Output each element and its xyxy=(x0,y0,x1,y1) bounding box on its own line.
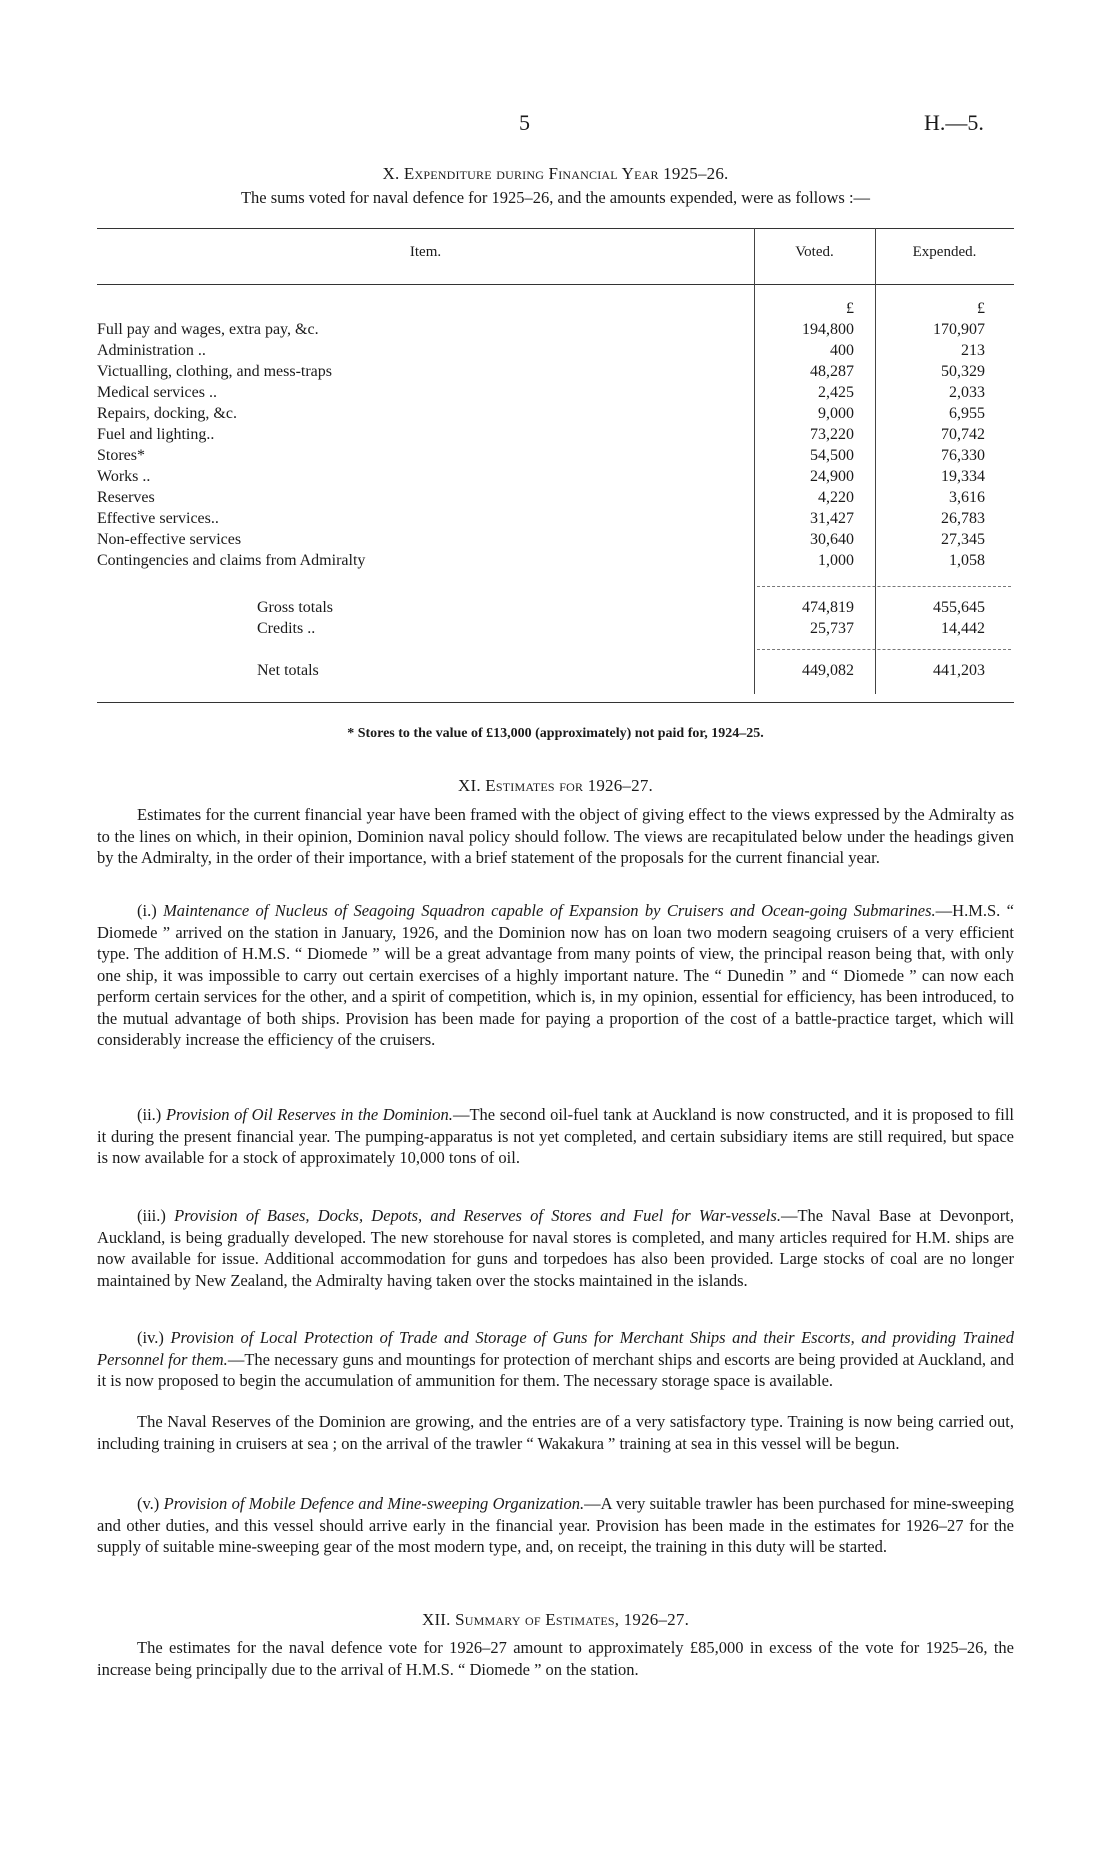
table-top-rule xyxy=(97,228,1014,229)
table-row: Repairs, docking, &c. 9,000 6,955 xyxy=(97,405,985,422)
page-number: 5 xyxy=(519,110,530,135)
table-row: Administration .. 400 213 xyxy=(97,342,985,359)
section-xii-body: The estimates for the naval defence vote for 1926–27 amount to approximately £85,000 in excess of the vote for 1925–26, the increase being principally due to the arrival of H.M.S. “ Diomede ” on the station. xyxy=(97,1638,1014,1679)
table-header-rule xyxy=(97,284,1014,285)
table-footnote: * Stores to the value of £13,000 (approximately) not paid for, 1924–25. xyxy=(347,726,764,741)
table-row: Works .. 24,900 19,334 xyxy=(97,468,985,485)
naval-reserves-paragraph: The Naval Reserves of the Dominion are growing, and the entries are of a very satisfactory type. Training is now being carried out, including training in cruisers at sea ; on the arrival of the trawler “ Wakakura ” training at sea in this vessel will be begun. xyxy=(97,1412,1014,1453)
table-row: Effective services.. 31,427 26,783 xyxy=(97,510,985,527)
estimate-item-v: (v.) Provision of Mobile Defence and Mine-sweeping Organization.—A very suitable trawler has been purchased for mine-sweeping and other duties, and this vessel should arrive early in the financial year. Provision has been made in the estimates for 1926–27 for the supply of suitable mine-sweeping gear of the most modern type, and, on receipt, the training in this duty will be started. xyxy=(97,1494,1015,1556)
section-x-heading: X. Expenditure during Financial Year 1925–26. xyxy=(382,164,729,183)
credits-row: Credits .. 25,737 14,442 xyxy=(257,620,985,637)
table-row: Reserves 4,220 3,616 xyxy=(97,489,985,506)
estimate-item-i: (i.) Maintenance of Nucleus of Seagoing Squadron capable of Expansion by Cruisers and Ocean-going Submarines.—H.M.S. “ Diomede ” arrived on the station in January, 1926, and the Dominion now has on loan two modern seagoing cruisers of a very efficient type. The addition of H.M.S. “ Diomede ” will be a great advantage from many points of view, the principal reason being that, with only one ship, it was impossible to carry out certain exercises of a highly important nature. The “ Dunedin ” and “ Diomede ” can now each perform certain services for the other, and a spirit of competition, which is, in my opinion, essential for efficiency, has been introduced, to the mutual advantage of both ships. Provision has been made for paying a proportion of the cost of a battle-practice target, which will considerably increase the efficiency of the cruisers. xyxy=(97,901,1014,1049)
section-xi-intro: Estimates for the current financial year have been framed with the object of giving effect to the views expressed by the Admiralty as to the lines on which, in their opinion, Dominion naval policy should follow. The views are recapitulated below under the headings given by the Admiralty, in the order of their importance, with a brief statement of the proposals for the current financial year. xyxy=(97,805,1014,867)
table-row: Stores* 54,500 76,330 xyxy=(97,447,985,464)
net-totals-row: Net totals 449,082 441,203 xyxy=(257,662,985,679)
subtotal-rule xyxy=(757,586,1011,587)
section-xi-heading: XI. Estimates for 1926–27. xyxy=(458,776,653,795)
table-bottom-rule xyxy=(97,702,1014,703)
column-header-item: Item. xyxy=(409,244,442,260)
table-row: Fuel and lighting.. 73,220 70,742 xyxy=(97,426,985,443)
section-xii-heading: XII. Summary of Estimates, 1926–27. xyxy=(421,1610,690,1629)
table-row: Contingencies and claims from Admiralty 1,000 1,058 xyxy=(97,552,985,569)
table-row: Victualling, clothing, and mess-traps 48,287 50,329 xyxy=(97,363,985,380)
net-rule xyxy=(757,649,1011,650)
document-reference: H.—5. xyxy=(924,110,984,135)
column-header-voted: Voted. xyxy=(795,244,834,260)
currency-row: £ £ xyxy=(846,300,985,317)
table-row: Medical services .. 2,425 2,033 xyxy=(97,384,985,401)
table-row: Full pay and wages, extra pay, &c. 194,800 170,907 xyxy=(97,321,985,338)
expenditure-table xyxy=(97,228,1014,723)
column-header-expended: Expended. xyxy=(912,244,977,260)
estimate-item-iii: (iii.) Provision of Bases, Docks, Depots, and Reserves of Stores and Fuel for War-vessels.—The Naval Base at Devonport, Auckland, is being gradually developed. The new storehouse for naval stores is completed, and many articles required for H.M. ships are now available for issue. Additional accommodation for guns and torpedoes has also been provided. Large stocks of coal are no longer maintained by New Zealand, the Admiralty having taken over the stocks maintained in the islands. xyxy=(97,1206,1015,1290)
section-x-intro: The sums voted for naval defence for 1925–26, and the amounts expended, were as follows :— xyxy=(240,188,871,207)
estimate-item-iv: (iv.) Provision of Local Protection of Trade and Storage of Guns for Merchant Ships and their Escorts, and providing Trained Personnel for them.—The necessary guns and mountings for protection of merchant ships and escorts are being provided at Auckland, and it is now proposed to begin the accumulation of ammunition for them. The necessary storage space is available. xyxy=(97,1328,1014,1390)
estimate-item-ii: (ii.) Provision of Oil Reserves in the Dominion.—The second oil-fuel tank at Auckland is now constructed, and it is proposed to fill it during the present financial year. The pumping-apparatus is not yet completed, and certain subsidiary items are still required, but space is now available for a stock of approximately 10,000 tons of oil. xyxy=(97,1105,1014,1167)
table-row: Non-effective services 30,640 27,345 xyxy=(97,531,985,548)
gross-totals-row: Gross totals 474,819 455,645 xyxy=(257,599,985,616)
